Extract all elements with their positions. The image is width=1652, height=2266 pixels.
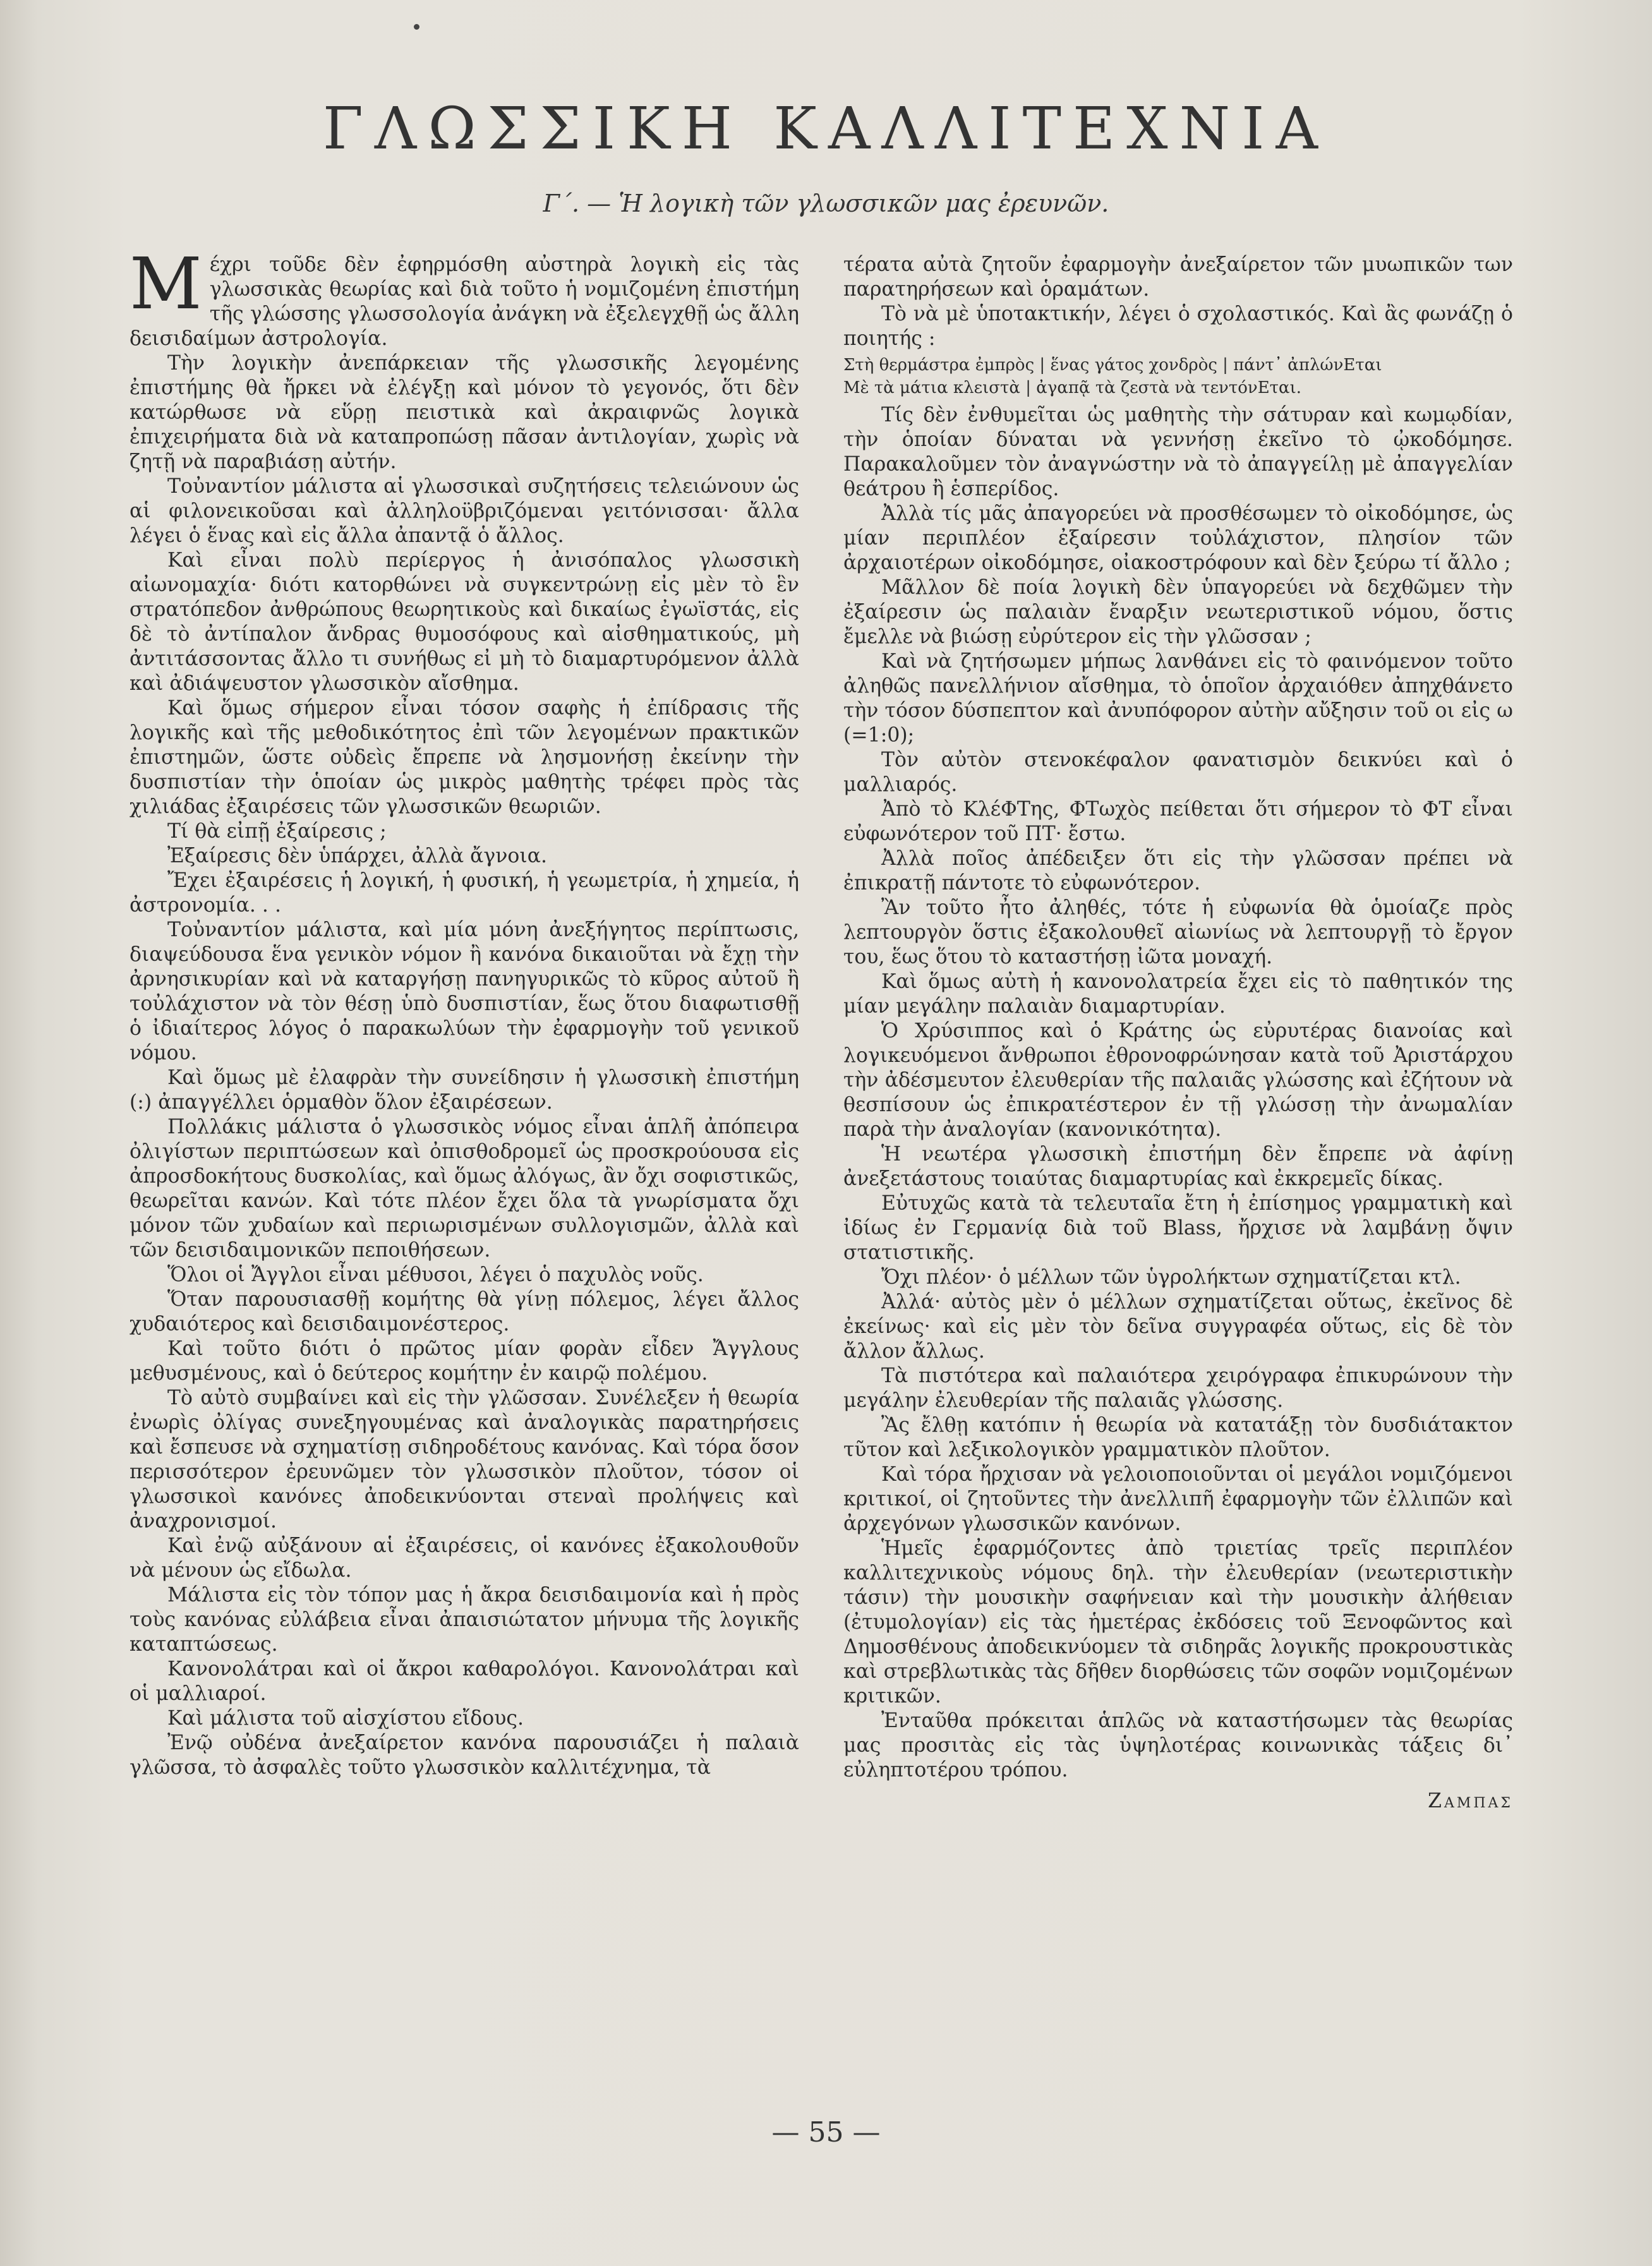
paragraph: Ἀλλὰ ποῖος ἀπέδειξεν ὅτι εἰς τὴν γλῶσσαν πρέπει νὰ ἐπικρατῇ πάντοτε τὸ εὐφωνότερον. [843,847,1513,895]
paragraph: Καὶ ὅμως μὲ ἐλαφρὰν τὴν συνείδησιν ἡ γλωσσικὴ ἐπιστήμη (:) ἀπαγγέλλει ὁρμαθὸν ὅλον ἐξαιρέσεων. [130,1066,799,1114]
poem-line: Στὴ θερμάστρα ἐμπρὸς | ἕνας γάτος χονδρὸς | πάντ᾿ ἀπλώνΕται [843,356,1382,375]
left-column [130,243,799,1780]
paragraph: Ἔχει ἐξαιρέσεις ἡ λογική, ἡ φυσική, ἡ γεωμετρία, ἡ χημεία, ἡ ἀστρονομία. . . [130,869,799,917]
paragraph: Ἂς ἔλθῃ κατόπιν ἡ θεωρία νὰ κατατάξῃ τὸν δυσδιάτακτον τῦτον καὶ λεξικολογικὸν γραμματικὸν πλοῦτον. [843,1414,1513,1461]
article-subtitle: Γ΄. — Ἡ λογικὴ τῶν γλωσσικῶν μας ἐρευνῶν. [543,190,1109,217]
paragraph: Καὶ ὅμως σήμερον εἶναι τόσον σαφὴς ἡ ἐπίδρασις τῆς λογικῆς καὶ τῆς μεθοδικότητος ἐπὶ τῶν λεγομένων πρακτικῶν ἐπιστημῶν, ὥστε οὐδεὶς ἔπρεπε νὰ λησμονήσῃ ἐκείνην τὴν δυσπιστίαν τὴν ὁποίαν ὡς μικρὸς μαθητὴς τρέφει πρὸς τὰς χιλιάδας ἐξαιρέσεις τῶν γλωσσικῶν θεωριῶν. [130,697,799,818]
paragraph: Καὶ ὅμως αὐτὴ ἡ κανονολατρεία ἔχει εἰς τὸ παθητικόν της μίαν μεγάλην παλαιὰν διαμαρτυρίαν. [843,970,1513,1018]
paragraph: Εὐτυχῶς κατὰ τὰ τελευταῖα ἔτη ἡ ἐπίσημος γραμματικὴ καὶ ἰδίως ἐν Γερμανίᾳ διὰ τοῦ Blass, ἤρχισε νὰ λαμβάνῃ ὄψιν στατιστικῆς. [843,1192,1513,1264]
paragraph: Μάλιστα εἰς τὸν τόπον μας ἡ ἄκρα δεισιδαιμονία καὶ ἡ πρὸς τοὺς κανόνας εὐλάβεια εἶναι ἀπαισιώτατον μήνυμα τῆς λογικῆς καταπτώσεως. [130,1584,799,1656]
paragraph: Ἀπὸ τὸ ΚλέΦΤης, ΦΤωχὸς πείθεται ὅτι σήμερον τὸ ΦΤ εἶναι εὐφωνότερον τοῦ ΠΤ· ἔστω. [843,798,1513,845]
paragraph: Ἐνταῦθα πρόκειται ἁπλῶς νὰ καταστήσωμεν τὰς θεωρίας μας προσιτὰς εἰς τὰς ὑψηλοτέρας κοινωνικὰς τάξεις δι᾿ εὐληπτοτέρου τρόπου. [843,1709,1513,1781]
paragraph: Μᾶλλον δὲ ποία λογικὴ δὲν ὑπαγορεύει νὰ δεχθῶμεν τὴν ἐξαίρεσιν ὡς παλαιὰν ἔναρξιν νεωτεριστικοῦ νόμου, ὅστις ἔμελλε νὰ βιώσῃ εὐρύτερον εἰς τὴν γλῶσσαν ; [843,576,1513,648]
poem-line: Μὲ τὰ μάτια κλειστὰ | ἀγαπᾷ τὰ ζεστὰ νὰ τεντόνΕται. [843,378,1302,397]
paragraph: Μέχρι τοῦδε δὲν ἐφηρμόσθη αὐστηρὰ λογικὴ εἰς τὰς γλωσσικὰς θεωρίας καὶ διὰ τοῦτο ἡ νομιζομένη ἐπιστήμη τῆς γλώσσης γλωσσολογία ἀνάγκη νὰ ἐξελεγχθῇ ὡς ἄλλη δεισιδαίμων ἀστρολογία. [130,243,799,350]
paragraph: Κανονολάτραι καὶ οἱ ἄκροι καθαρολόγοι. Κανονολάτραι καὶ οἱ μαλλιαροί. [130,1658,799,1705]
paragraph: Τὴν λογικὴν ἀνεπάρκειαν τῆς γλωσσικῆς λεγομένης ἐπιστήμης θὰ ἤρκει νὰ ἐλέγξῃ καὶ μόνον τὸ γεγονός, ὅτι δὲν κατώρθωσε νὰ εὕρῃ πειστικὰ καὶ ἀκραιφνῶς λογικὰ ἐπιχειρήματα διὰ νὰ καταπροπώσῃ πᾶσαν ἀντιλογίαν, χωρὶς νὰ ζητῇ νὰ παραβιάσῃ αὐτήν. [130,352,799,473]
paragraph: Τίς δὲν ἐνθυμεῖται ὡς μαθητὴς τὴν σάτυραν καὶ κωμῳδίαν, τὴν ὁποίαν δύναται νὰ γεννήσῃ ἐκεῖνο τὸ ᾠκοδόμησε. Παρακαλοῦμεν τὸν ἀναγνώστην νὰ τὸ ἀπαγγείλῃ μὲ ἀπαγγελίαν θεάτρου ἢ ἑσπερίδος. [843,404,1513,500]
right-column [843,253,1513,1814]
article-title: ΓΛΩΣΣΙΚΗ ΚΑΛΛΙΤΕΧΝΙΑ [323,95,1329,162]
author-signature: Ζαμπας [1428,1790,1513,1812]
paragraph: Τὸ αὐτὸ συμβαίνει καὶ εἰς τὴν γλῶσσαν. Συνέλεξεν ἡ θεωρία ἐνωρὶς ὀλίγας συνεξηγουμένας καὶ ἀναλογικὰς παρατηρήσεις καὶ ἔσπευσε νὰ σχηματίσῃ σιδηροδέτους κανόνας. Καὶ τόρα ὅσον περισσότερον ἐρευνῶμεν τὸν γλωσσικὸν πλοῦτον, τόσον οἱ γλωσσικοὶ κανόνες ἀποδεικνύονται στεναὶ προλήψεις καὶ ἀναχρονισμοί. [130,1387,799,1533]
paragraph: Τὸν αὐτὸν στενοκέφαλον φανατισμὸν δεικνύει καὶ ὁ μαλλιαρός. [843,749,1513,796]
paragraph: Καὶ ἐνῷ αὐξάνουν αἱ ἐξαιρέσεις, οἱ κανόνες ἐξακολουθοῦν νὰ μένουν ὡς εἴδωλα. [130,1534,799,1582]
paragraph: Ὅταν παρουσιασθῇ κομήτης θὰ γίνῃ πόλεμος, λέγει ἄλλος χυδαιότερος καὶ δεισιδαιμονέστερος. [130,1288,799,1335]
paragraph: Τὰ πιστότερα καὶ παλαιότερα χειρόγραφα ἐπικυρώνουν τὴν μεγάλην ἐλευθερίαν τῆς παλαιᾶς γλώσσης. [843,1365,1513,1412]
paragraph: Τοὐναντίον μάλιστα, καὶ μία μόνη ἀνεξήγητος περίπτωσις, διαψεύδουσα ἕνα γενικὸν νόμον ἢ κανόνα δικαιοῦται νὰ ἔχῃ τὴν ἀρνησικυρίαν καὶ νὰ καταργήσῃ πανηγυρικῶς τὸ κῦρος αὐτοῦ ἢ τοὐλάχιστον νὰ τὸν θέσῃ ὑπὸ δυσπιστίαν, ἕως ὅτου διαφωτισθῇ ὁ ἰδιαίτερος λόγος ὁ παρακωλύων τὴν ἐφαρμογὴν τοῦ γενικοῦ νόμου. [130,919,799,1064]
paragraph: Ἐξαίρεσις δὲν ὑπάρχει, ἀλλὰ ἄγνοια. [167,845,547,867]
paragraph: Καὶ τόρα ἤρχισαν νὰ γελοιοποιοῦνται οἱ μεγάλοι νομιζόμενοι κριτικοί, οἱ ζητοῦντες τὴν ἀνελλιπῆ ἐφαρμογὴν τῶν ἐλλιπῶν καὶ ἀρχεγόνων γλωσσικῶν κανόνων. [843,1463,1513,1535]
ink-dot [414,24,419,30]
paragraph: Ἀλλὰ τίς μᾶς ἀπαγορεύει νὰ προσθέσωμεν τὸ οἰκοδόμησε, ὡς μίαν περιπλέον ἐξαίρεσιν τοὐλάχιστον, πλησίον τῶν ἀρχαιοτέρων οἰκοδόμησε, οἰακοστρόφουν καὶ δὲν ξεύρω τί ἄλλο ; [843,502,1513,574]
paragraph: Ὁ Χρύσιππος καὶ ὁ Κράτης ὡς εὐρυτέρας διανοίας καὶ λογικευόμενοι ἄνθρωποι ἐθρονοφρώνησαν κατὰ τοῦ Ἀριστάρχου τὴν ἀδέσμευτον ἐλευθερίαν τῆς παλαιᾶς γλώσσης καὶ ἐζήτουν νὰ θεσπίσουν ὡς ἐπικρατέστερον ἐν τῇ γλώσσῃ τὴν ἀνωμαλίαν παρὰ τὴν ἀναλογίαν (κανονικότητα). [843,1020,1513,1141]
poem-quote [843,354,1513,399]
paragraph: Ἡ νεωτέρα γλωσσικὴ ἐπιστήμη δὲν ἔπρεπε νὰ ἀφίνῃ ἀνεξετάστους τοιαύτας διαμαρτυρίας καὶ ἐκκρεμεῖς δίκας. [843,1143,1513,1190]
paragraph: Πολλάκις μάλιστα ὁ γλωσσικὸς νόμος εἶναι ἁπλῆ ἀπόπειρα ὀλιγίστων περιπτώσεων καὶ ὀπισθοδρομεῖ ὡς προσκρούουσα εἰς ἀπροσδοκήτους δυσκολίας, καὶ ὅμως ἀλόγως, ἂν ὄχι σοφιστικῶς, θεωρεῖται κανών. Καὶ τότε πλέον ἔχει ὅλα τὰ γνωρίσματα ὄχι μόνον τῶν χυδαίων καὶ περιωρισμένων συλλογισμῶν, ἀλλὰ καὶ τῶν δεισιδαιμονικῶν πεποιθήσεων. [130,1116,799,1262]
drop-cap: Μ [130,243,202,325]
paragraph: Καὶ νὰ ζητήσωμεν μήπως λανθάνει εἰς τὸ φαινόμενον τοῦτο ἀληθῶς πανελλήνιον αἴσθημα, τὸ ὁποῖον ἀρχαιόθεν ἀπηχθάνετο τὴν τόσον δύσπεπτον καὶ ἀνυπόφορον αὐτὴν αὔξησιν τοῦ οι εἰς ω (=1:0); [843,650,1513,747]
paragraph: Καὶ εἶναι πολὺ περίεργος ἡ ἀνισόπαλος γλωσσικὴ αἰωνομαχία· διότι κατορθώνει νὰ συγκεντρώνῃ εἰς μὲν τὸ ἓν στρατόπεδον ἀνθρώπους θεωρητικοὺς καὶ δικαίως ἐγωϊστάς, εἰς δὲ τὸ ἀντίπαλον ἄνδρας θυμοσόφους καὶ αἰσθηματικούς, μὴ ἀντιτάσσοντας ἄλλο τι συνήθως εἰ μὴ τὸ διαμαρτυρόμενον ἀλλὰ καὶ ἀδιάψευστον γλωσσικὸν αἴσθημα. [130,549,799,695]
paragraph: Ἀλλά· αὐτὸς μὲν ὁ μέλλων σχηματίζεται οὕτως, ἐκεῖνος δὲ ἐκείνως· καὶ εἰς μὲν τὸν δεῖνα συγγραφέα οὕτως, εἰς δὲ τὸν ἄλλον ἄλλως. [843,1291,1513,1363]
paragraph: Καὶ μάλιστα τοῦ αἰσχίστου εἴδους. [167,1707,524,1730]
paragraph: Τοὐναντίον μάλιστα αἱ γλωσσικαὶ συζητήσεις τελειώνουν ὡς αἱ φιλονεικοῦσαι καὶ ἀλληλοϋβριζόμεναι γειτόνισσαι· ἄλλα λέγει ὁ ἕνας καὶ εἰς ἄλλα ἀπαντᾷ ὁ ἄλλος. [130,475,799,547]
paragraph: Ἡμεῖς ἐφαρμόζοντες ἀπὸ τριετίας τρεῖς περιπλέον καλλιτεχνικοὺς νόμους δηλ. τὴν ἐλευθερίαν (νεωτεριστικὴν τάσιν) τὴν μουσικὴν σαφήνειαν καὶ τὴν μουσικὴν ἀλήθειαν (ἐτυμολογίαν) εἰς τὰς ἡμετέρας ἐκδόσεις τοῦ Ξενοφῶντος καὶ Δημοσθένους ἀποδεικνύομεν τὰ σιδηρᾶς λογικῆς προκρουστικὰς καὶ στρεβλωτικὰς τὰς δῆθεν διορθώσεις τῶν σοφῶν νομιζομένων κριτικῶν. [843,1537,1513,1708]
paragraph: Τί θὰ εἰπῇ ἐξαίρεσις ; [167,820,387,843]
paragraph: τέρατα αὐτὰ ζητοῦν ἐφαρμογὴν ἀνεξαίρετον τῶν μυωπικῶν των παρατηρήσεων καὶ ὁραμάτων. [843,253,1513,301]
paragraph: Ὄχι πλέον· ὁ μέλλων τῶν ὑγρολήκτων σχηματίζεται κτλ. [881,1266,1461,1289]
paragraph: Ἐνῷ οὐδένα ἀνεξαίρετον κανόνα παρουσιάζει ἡ παλαιὰ γλῶσσα, τὸ ἀσφαλὲς τοῦτο γλωσσικὸν καλλιτέχνημα, τὰ [130,1732,799,1779]
paragraph: Καὶ τοῦτο διότι ὁ πρῶτος μίαν φορὰν εἶδεν Ἄγγλους μεθυσμένους, καὶ ὁ δεύτερος κομήτην ἐν καιρῷ πολέμου. [130,1337,799,1385]
paragraph: Ὅλοι οἱ Ἄγγλοι εἶναι μέθυσοι, λέγει ὁ παχυλὸς νοῦς. [167,1263,704,1286]
paragraph: Τὸ νὰ μὲ ὑποτακτικήν, λέγει ὁ σχολαστικός. Καὶ ἂς φωνάζῃ ὁ ποιητής : [843,303,1513,350]
page-number: — 55 — [771,2116,881,2148]
paragraph: Ἂν τοῦτο ἦτο ἀληθές, τότε ἡ εὐφωνία θὰ ὁμοίαζε πρὸς λεπτουργὸν ὅστις ἐξακολουθεῖ αἰωνίως νὰ λεπτουργῇ τὸ ἔργον του, ἕως ὅτου τὸ καταστήσῃ ἰῶτα μοναχή. [843,896,1513,968]
